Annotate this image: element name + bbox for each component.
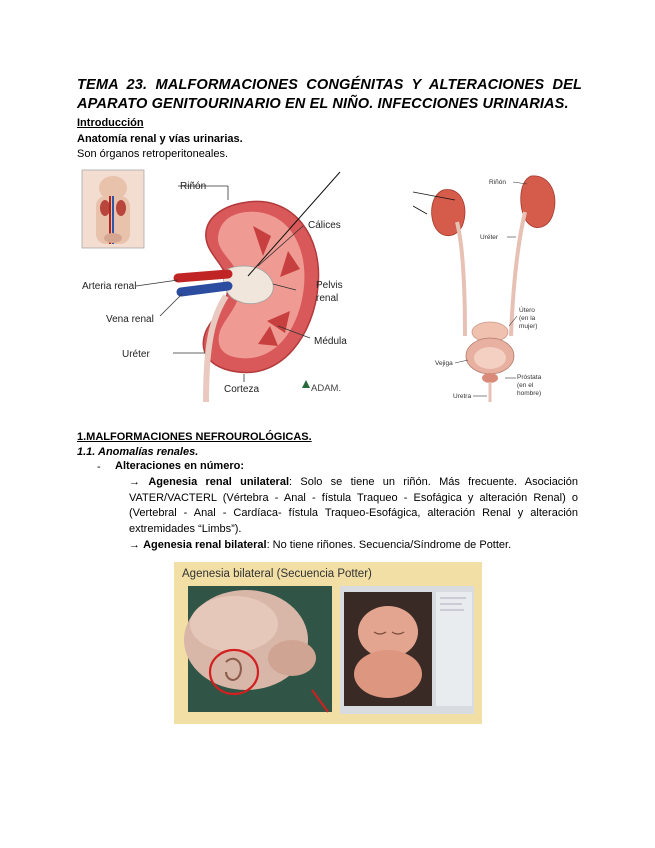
intro-text: Son órganos retroperitoneales. bbox=[77, 148, 229, 160]
tract-label-prostata-1: Próstata bbox=[517, 374, 542, 381]
label-vena-renal: Vena renal bbox=[106, 314, 154, 325]
bullet-title: Alteraciones en número: bbox=[115, 460, 244, 472]
tract-label-prostata-2: (en el bbox=[517, 382, 534, 389]
item2-term: Agenesia renal bilateral bbox=[143, 539, 267, 551]
label-calices: Cálices bbox=[308, 220, 341, 231]
label-rinon: Riñón bbox=[180, 181, 207, 192]
arrow-icon: → bbox=[129, 476, 140, 488]
arrow-icon: → bbox=[129, 539, 140, 551]
title-line-2: APARATO GENITOURINARIO EN EL NIÑO. INFECCIONES URINARIAS. bbox=[77, 96, 569, 112]
potter-sequence-figure bbox=[174, 562, 482, 724]
label-medula: Médula bbox=[314, 336, 347, 347]
item1-term: Agenesia renal unilateral bbox=[148, 476, 290, 488]
label-pelvis-2: renal bbox=[316, 293, 339, 304]
intro-subheading: Anatomía renal y vías urinarias. bbox=[77, 133, 243, 145]
item-agenesia-unilateral bbox=[129, 475, 578, 537]
tract-label-utero-3: mujer) bbox=[519, 323, 538, 330]
label-pelvis-1: Pelvis bbox=[316, 280, 343, 291]
urinary-tract-figure bbox=[413, 166, 563, 406]
title-line-1: TEMA 23. MALFORMACIONES CONGÉNITAS Y ALTERACIONES DEL bbox=[77, 77, 582, 93]
item-agenesia-bilateral bbox=[129, 538, 578, 554]
potter-caption: Agenesia bilateral (Secuencia Potter) bbox=[182, 568, 372, 580]
tract-label-rinon: Riñón bbox=[489, 179, 506, 186]
item1-description: : Solo se tiene un riñón. Más frecuente. Asociación VATER/VACTERL (Vértebra - Anal - fístula Traqueo - Esofágica y alteración Renal) o (Vertebral - Anal - Cardíaca- fístula Traqueo-Esofágica, alteración Renal y alteración extremidades “Limbs”). bbox=[129, 476, 578, 535]
item2-description: : No tiene riñones. Secuencia/Síndrome de Potter. bbox=[266, 539, 512, 551]
section-heading: 1.MALFORMACIONES NEFROUROLÓGICAS. bbox=[77, 431, 312, 443]
bullet-dash: - bbox=[97, 461, 101, 473]
tract-label-ureter: Uréter bbox=[480, 234, 499, 241]
adam-logo bbox=[302, 380, 341, 394]
tract-label-utero-2: (en la bbox=[519, 315, 536, 322]
adam-logo-text: ADAM. bbox=[311, 383, 342, 394]
tract-label-prostata-3: hombre) bbox=[517, 390, 542, 397]
label-ureter: Uréter bbox=[122, 349, 150, 360]
label-arteria-renal: Arteria renal bbox=[82, 281, 137, 292]
page-title bbox=[77, 76, 582, 114]
tract-label-vejiga: Vejiga bbox=[435, 360, 453, 367]
tract-label-utero-1: Útero bbox=[519, 307, 535, 314]
subsection-heading: 1.1. Anomalías renales. bbox=[77, 446, 199, 458]
label-corteza: Corteza bbox=[224, 384, 260, 395]
intro-heading: Introducción bbox=[77, 117, 144, 129]
tract-label-uretra: Uretra bbox=[453, 393, 472, 400]
kidney-anatomy-figure bbox=[78, 166, 378, 406]
